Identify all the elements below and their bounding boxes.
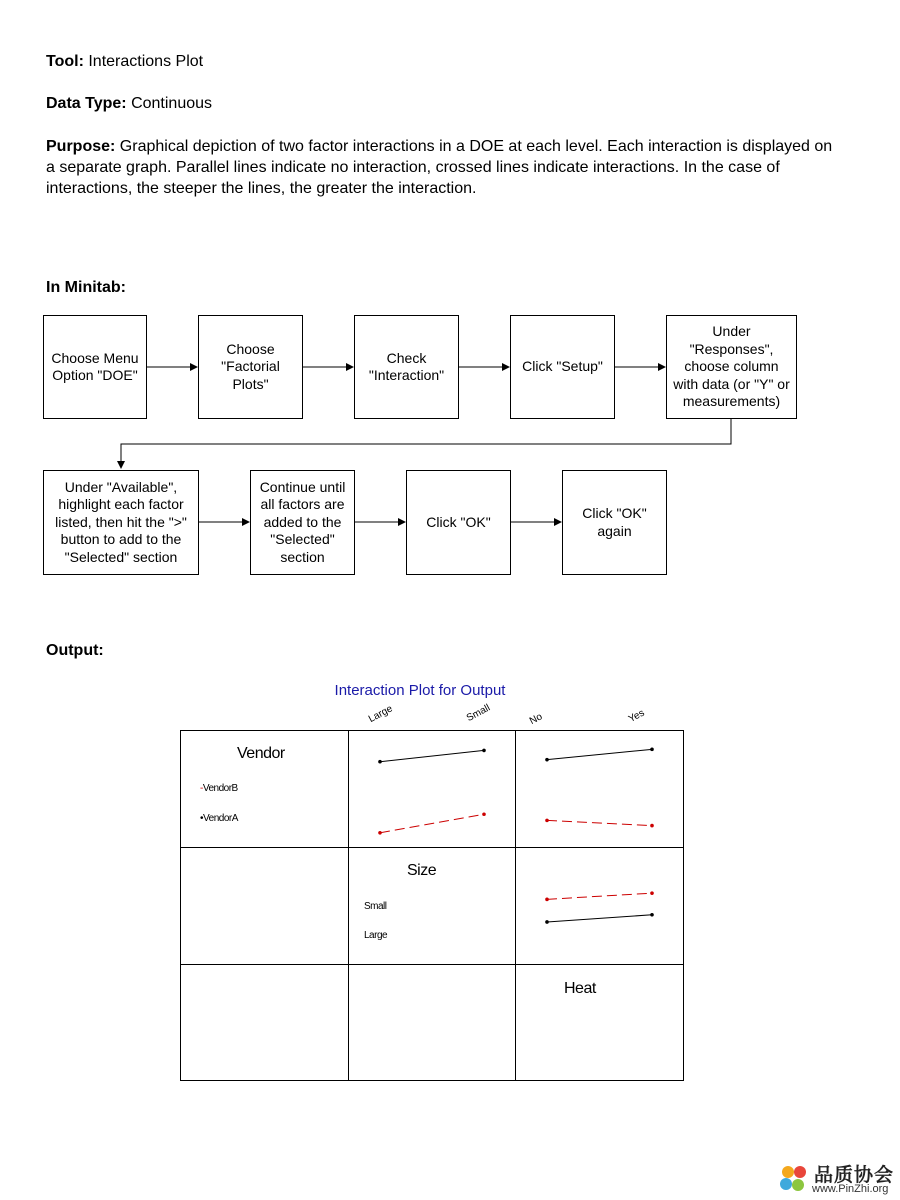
step-text-8: Click "OK": [426, 513, 491, 530]
chart-title: Interaction Plot for Output: [334, 682, 506, 699]
series-point-p3-small-yes: [650, 891, 654, 895]
purpose-text: Graphical depiction of two factor interactions in a DOE at each level. Each interaction is displayed on a separate graph. Parallel lines indicate no interaction, crossed lines indicate interactions. In the case of interactions, the steeper the lines, the greater the interaction.: [46, 138, 833, 197]
logo-url: www.PinZhi.org: [812, 1183, 889, 1195]
tick-label-large: Large: [366, 703, 395, 725]
legend-item-small: [364, 901, 387, 912]
step-text-6: Under "Available", highlight each factor listed, then hit the ">" button to add to the "Selected" section: [55, 478, 187, 565]
series-line-p2-vendora: [547, 749, 652, 759]
legend-label-large: Large: [364, 930, 388, 941]
step-text-5: Under "Responses", choose column with data (or "Y" or measurements): [673, 323, 790, 410]
legend-label-small: Small: [364, 901, 387, 912]
series-line-p3-small: [547, 893, 652, 899]
series-line-p3-large: [547, 915, 652, 922]
legend-item-vendora: [200, 813, 238, 824]
step-text-1: Choose Menu Option "DOE": [51, 349, 139, 383]
data-type-value: Continuous: [131, 95, 213, 112]
legend-marker-black: •: [200, 813, 204, 824]
series-point-p2-vendorb-yes: [650, 824, 654, 828]
series-point-p2-vendorb-no: [545, 819, 549, 823]
minitab-heading: In Minitab:: [46, 279, 126, 296]
factor-label-heat: Heat: [564, 980, 596, 997]
series-point-p1-vendora-large: [378, 760, 382, 764]
series-line-p1-vendorb: [380, 814, 484, 833]
legend-item-vendorb: [200, 783, 238, 794]
series-line-p2-vendorb: [547, 820, 652, 825]
purpose-label: Purpose:: [46, 138, 116, 155]
data-type-label: Data Type:: [46, 95, 127, 112]
legend-marker-red: -: [200, 783, 203, 794]
series-point-p3-large-yes: [650, 913, 654, 917]
step-text-9: Click "OK" again: [582, 505, 647, 539]
legend-item-large: [364, 930, 387, 941]
step-text-2: Choose "Factorial Plots": [221, 340, 280, 392]
output-heading: Output:: [46, 642, 104, 659]
factor-label-vendor: Vendor: [237, 745, 285, 762]
series-point-p2-vendora-no: [545, 758, 549, 762]
legend-label-vendorb: VendorB: [202, 783, 238, 794]
series-point-p1-vendorb-small: [482, 812, 486, 816]
pinzhi-logo-icon: [776, 1162, 812, 1194]
tick-label-small: Small: [464, 702, 493, 724]
tool-label: Tool:: [46, 53, 84, 70]
step-text-4: Click "Setup": [522, 358, 603, 375]
step-text-7: Continue until all factors are added to the "Selected" section: [259, 478, 346, 565]
logo-name: 品质协会: [814, 1165, 895, 1186]
series-point-p2-vendora-yes: [650, 748, 654, 752]
legend-label-vendora: VendorA: [203, 813, 238, 824]
tick-label-yes: Yes: [626, 707, 647, 725]
factor-label-size: Size: [407, 862, 437, 879]
series-point-p1-vendora-small: [482, 749, 486, 753]
series-point-p3-large-no: [545, 920, 549, 924]
series-line-p1-vendora: [380, 750, 484, 761]
tick-label-no: No: [527, 711, 545, 727]
series-point-p3-small-no: [545, 898, 549, 902]
step-text-3: Check "Interaction": [368, 349, 445, 383]
chart-frame: [181, 731, 684, 1081]
series-point-p1-vendorb-large: [378, 831, 382, 835]
tool-value: Interactions Plot: [88, 53, 204, 70]
